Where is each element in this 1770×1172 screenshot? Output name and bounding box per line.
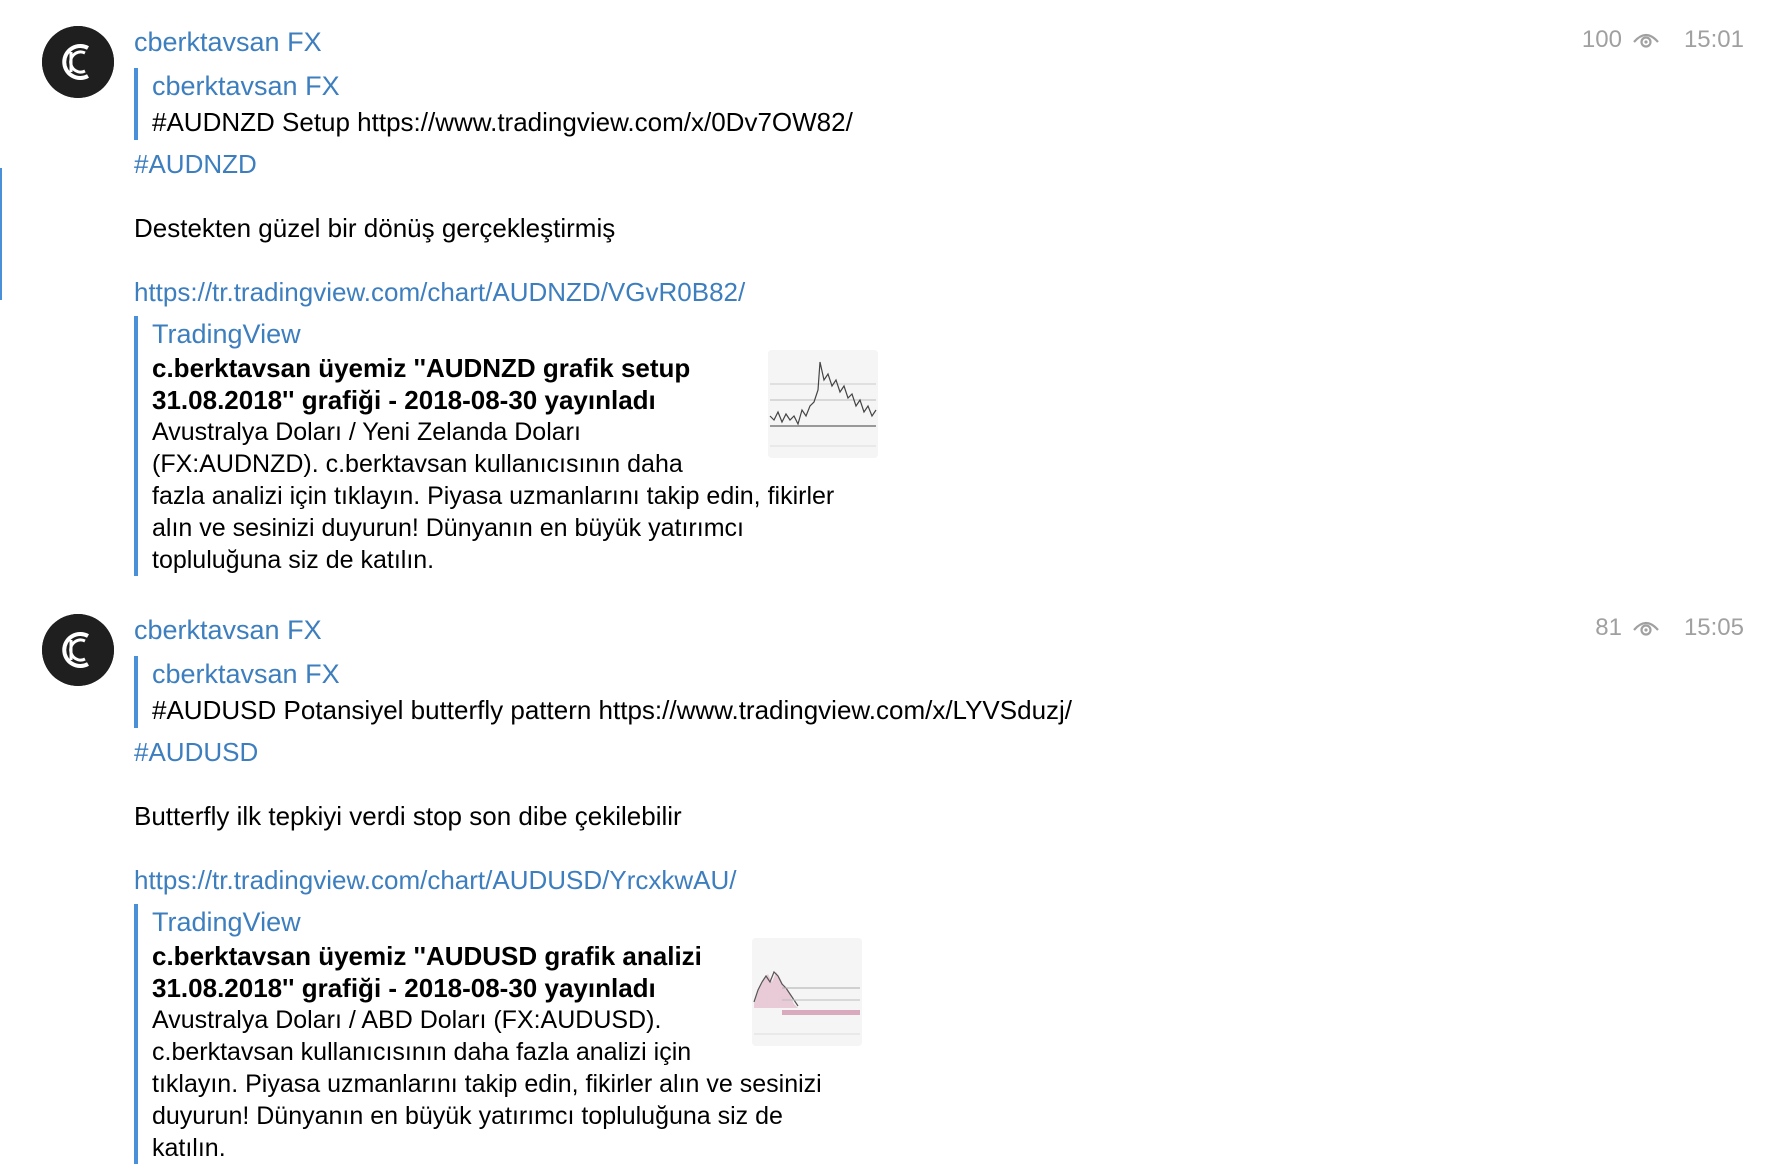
message-time: 15:05 <box>1683 614 1744 641</box>
preview-site-name: TradingView <box>152 907 301 937</box>
view-count: 81 <box>1595 614 1622 641</box>
preview-desc-line: fazla analizi için tıklayın. Piyasa uzmanlarını takip edin, fikirler <box>152 482 835 510</box>
channel-logo-icon <box>42 614 114 686</box>
hashtag-link[interactable]: #AUDNZD <box>134 149 257 179</box>
quote-author: cberktavsan FX <box>152 659 340 689</box>
chart-thumbnail-icon <box>768 350 878 458</box>
avatar[interactable] <box>42 26 114 98</box>
preview-desc-line: c.berktavsan kullanıcısının daha fazla analizi için <box>152 1038 692 1066</box>
preview-desc-line: alın ve sesinizi duyurun! Dünyanın en büyük yatırımcı <box>152 514 744 542</box>
forwarded-quote[interactable] <box>134 656 1434 728</box>
message-content <box>134 22 1434 576</box>
eye-icon <box>1632 618 1660 638</box>
chart-thumbnail-icon <box>752 938 862 1046</box>
preview-title-line: 31.08.2018'' grafiği - 2018-08-30 yayınladı <box>152 973 656 1003</box>
preview-desc-line: katılın. <box>152 1134 226 1162</box>
preview-desc-line: tıklayın. Piyasa uzmanlarını takip edin, fikirler alın ve sesinizi <box>152 1070 822 1098</box>
preview-site-name: TradingView <box>152 319 301 349</box>
forwarded-quote[interactable] <box>134 68 1434 140</box>
message-text: Destekten güzel bir dönüş gerçekleştirmiş <box>134 213 616 243</box>
eye-icon <box>1632 30 1660 50</box>
message-time: 15:01 <box>1683 26 1744 53</box>
chart-link[interactable]: https://tr.tradingview.com/chart/AUDNZD/VGvR0B82/ <box>134 277 746 307</box>
preview-title-line: 31.08.2018'' grafiği - 2018-08-30 yayınladı <box>152 385 656 415</box>
preview-desc-line: topluluğuna siz de katılın. <box>152 546 435 574</box>
preview-desc-line: Avustralya Doları / ABD Doları (FX:AUDUSD). <box>152 1006 662 1034</box>
message-meta <box>1582 26 1744 54</box>
link-preview[interactable] <box>134 316 1434 576</box>
channel-message <box>0 588 1770 1172</box>
channel-logo-icon <box>42 26 114 98</box>
sender-name[interactable]: cberktavsan FX <box>134 27 322 57</box>
view-count: 100 <box>1581 26 1622 53</box>
message-text: Butterfly ilk tepkiyi verdi stop son dibe çekilebilir <box>134 801 682 831</box>
quote-text: #AUDUSD Potansiyel butterfly pattern https://www.tradingview.com/x/LYVSduzj/ <box>152 695 1073 725</box>
hashtag-link[interactable]: #AUDUSD <box>134 737 259 767</box>
message-content <box>134 610 1434 1164</box>
sender-name[interactable]: cberktavsan FX <box>134 615 322 645</box>
link-preview[interactable] <box>134 904 1434 1164</box>
preview-desc-line: (FX:AUDNZD). c.berktavsan kullanıcısının daha <box>152 450 683 478</box>
preview-thumbnail[interactable] <box>752 938 862 1046</box>
preview-title-line: c.berktavsan üyemiz ''AUDUSD grafik analizi <box>152 941 702 971</box>
preview-desc-line: duyurun! Dünyanın en büyük yatırımcı topluluğuna siz de <box>152 1102 783 1130</box>
quote-author: cberktavsan FX <box>152 71 340 101</box>
preview-desc-line: Avustralya Doları / Yeni Zelanda Doları <box>152 418 581 446</box>
preview-title-line: c.berktavsan üyemiz ''AUDNZD grafik setup <box>152 353 691 383</box>
chart-link[interactable]: https://tr.tradingview.com/chart/AUDUSD/YrcxkwAU/ <box>134 865 737 895</box>
avatar[interactable] <box>42 614 114 686</box>
quote-text: #AUDNZD Setup https://www.tradingview.com/x/0Dv7OW82/ <box>152 107 853 137</box>
message-meta <box>1595 614 1744 642</box>
preview-thumbnail[interactable] <box>768 350 878 458</box>
